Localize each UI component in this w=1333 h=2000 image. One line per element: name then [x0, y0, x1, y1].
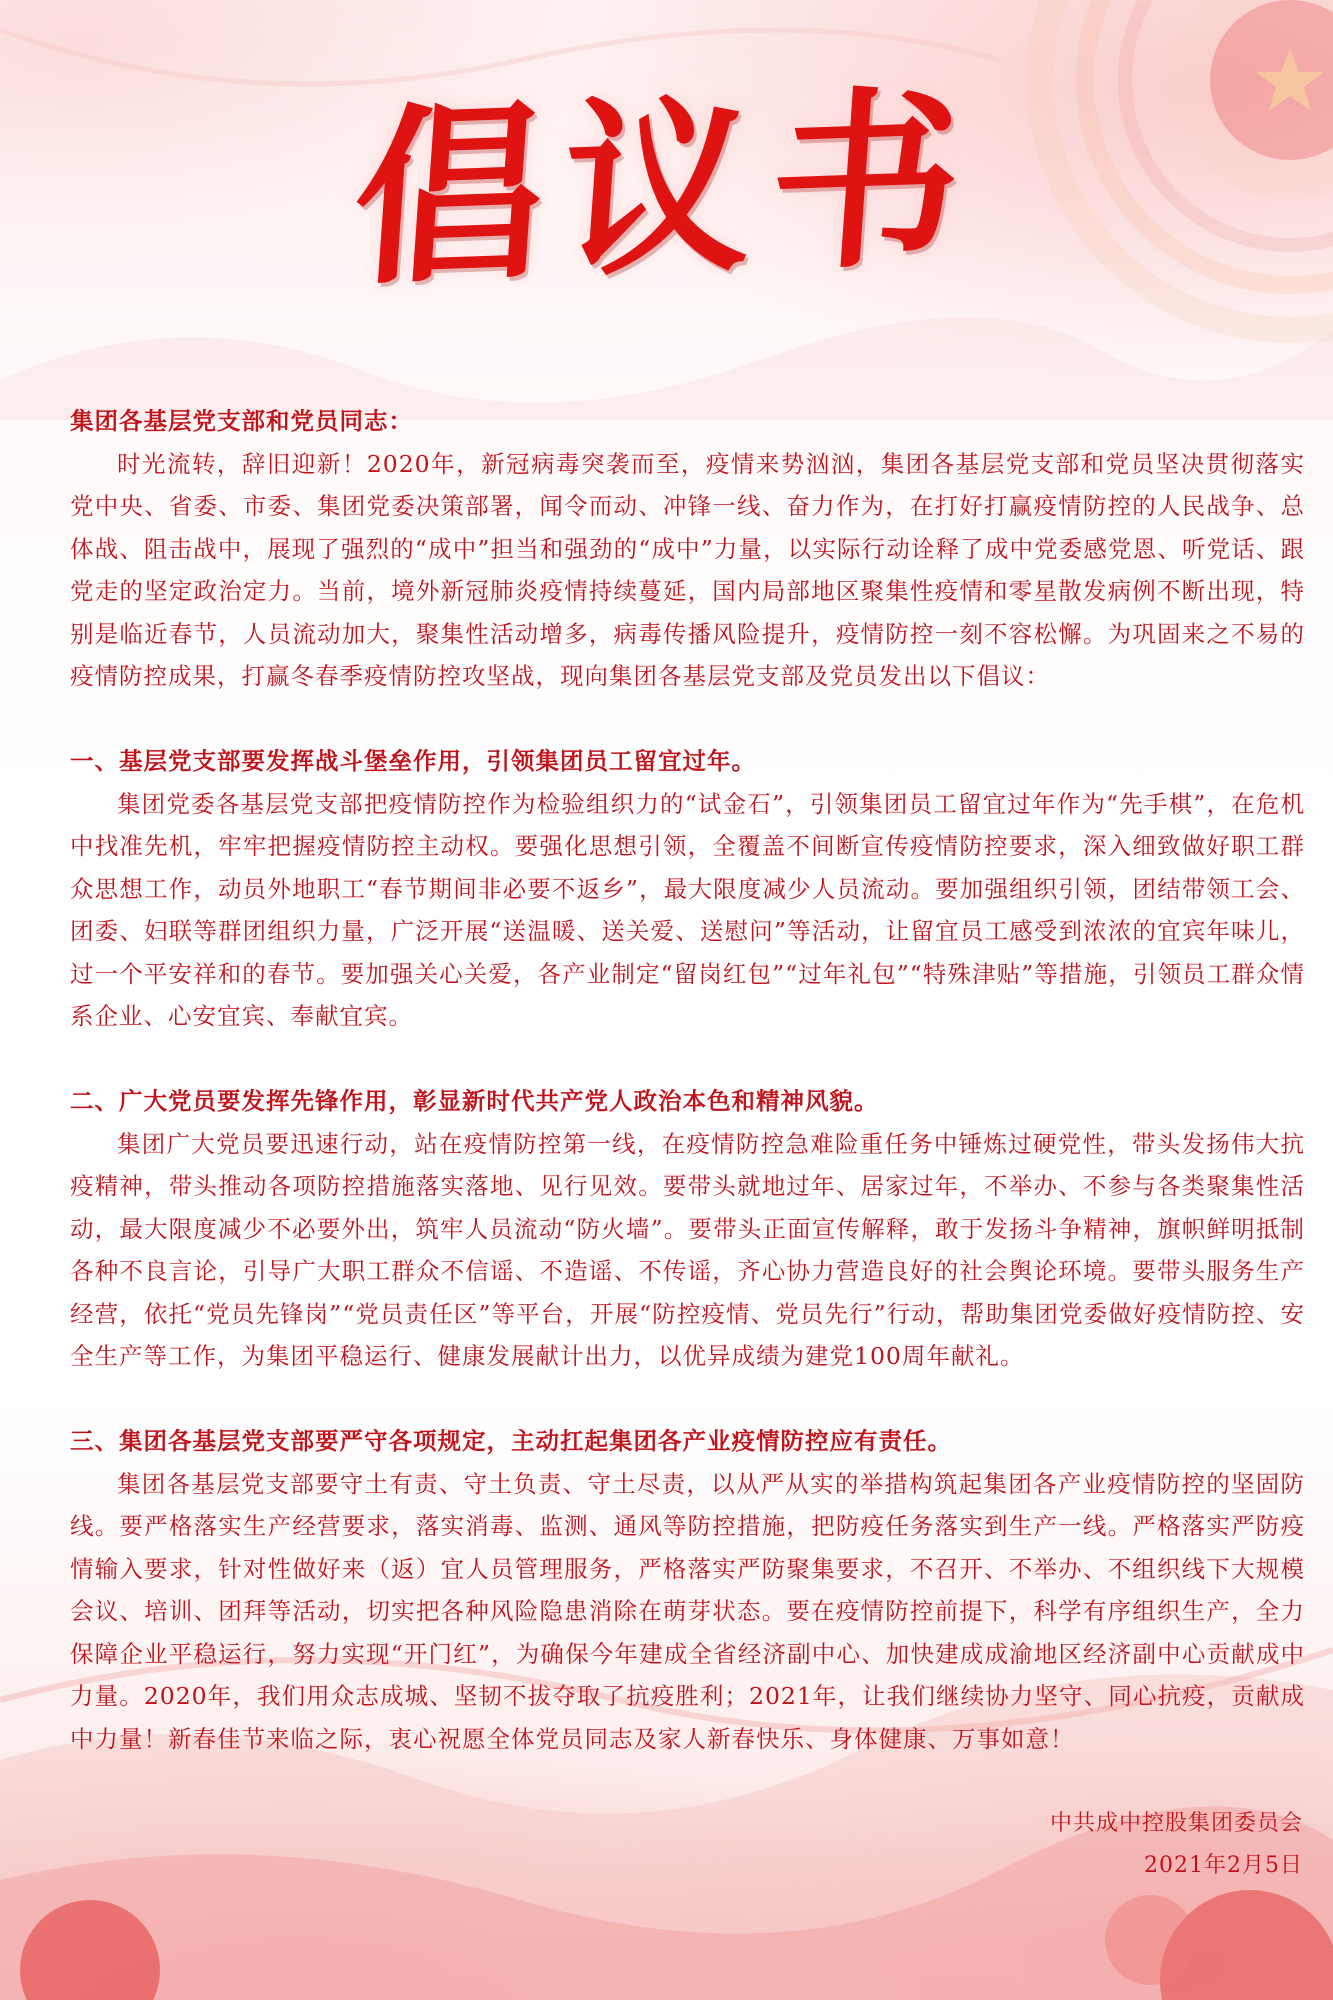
section-paragraph: 集团广大党员要迅速行动，站在疫情防控第一线，在疫情防控急难险重任务中锤炼过硬党性，带头发扬伟大抗疫精神，带头推动各项防控措施落实落地、见行见效。要带头就地过年、居家过年，不举办、不参与各类聚集性活动，最大限度减少不必要外出，筑牢人员流动“防火墙”。要带头正面宣传解释，敢于发扬斗争精神，旗帜鲜明抵制各种不良言论，引导广大职工群众不信谣、不造谣、不传谣，齐心协力营造良好的社会舆论环境。要带头服务生产经营，依托“党员先锋岗”“党员责任区”等平台，开展“防控疫情、党员先行”行动，帮助集团党委做好疫情防控、安全生产等工作，为集团平稳运行、健康发展献计出力，以优异成绩为建党100周年献礼。: [70, 1129, 1305, 1370]
signature-org: 中共成中控股集团委员会: [1049, 1811, 1303, 1836]
section-heading: 一、基层党支部要发挥战斗堡垒作用，引领集团员工留宜过年。: [70, 747, 756, 775]
intro-paragraph: 时光流转，辞旧迎新！2020年，新冠病毒突袭而至，疫情来势汹汹，集团各基层党支部和党员坚决贯彻落实党中央、省委、市委、集团党委决策部署，闻令而动、冲锋一线、奋力作为，在打好打赢疫情防控的人民战争、总体战、阻击战中，展现了强烈的“成中”担当和强劲的“成中”力量，以实际行动诠释了成中党委感党恩、听党话、跟党走的坚定政治定力。当前，境外新冠肺炎疫情持续蔓延，国内局部地区聚集性疫情和零星散发病例不断出现，特别是临近春节，人员流动加大，聚集性活动增多，病毒传播风险提升，疫情防控一刻不容松懈。为巩固来之不易的疫情防控成果，打赢冬春季疫情防控攻坚战，现向集团各基层党支部及党员发出以下倡议：: [70, 449, 1305, 690]
section-3: [70, 1420, 1305, 1760]
lantern-decoration: [1105, 1895, 1195, 1985]
page-title: 倡议书: [346, 67, 987, 312]
section-2: [70, 1080, 1305, 1378]
proposal-body: [70, 400, 1305, 1760]
section-paragraph: 集团党委各基层党支部把疫情防控作为检验组织力的“试金石”，引领集团员工留宜过年作为“先手棋”，在危机中找准先机，牢牢把握疫情防控主动权。要强化思想引领，全覆盖不间断宣传疫情防控要求，深入细致做好职工群众思想工作，动员外地职工“春节期间非必要不返乡”，最大限度减少人员流动。要加强组织引领，团结带领工会、团委、妇联等群团组织力量，广泛开展“送温暖、送关爱、送慰问”等活动，让留宜员工感受到浓浓的宜宾年味儿，过一个平安祥和的春节。要加强关心关爱，各产业制定“留岗红包”“过年礼包”“特殊津贴”等措施，引领员工群众情系企业、心安宜宾、奉献宜宾。: [70, 789, 1305, 1030]
signature-block: [1050, 1803, 1303, 1887]
section-heading: 三、集团各基层党支部要严守各项规定，主动扛起集团各产业疫情防控应有责任。: [70, 1427, 952, 1455]
section-paragraph: 集团各基层党支部要守土有责、守土负责、守土尽责，以从严从实的举措构筑起集团各产业疫情防控的坚固防线。要严格落实生产经营要求，落实消毒、监测、通风等防控措施，把防疫任务落实到生产一线。严格落实严防疫情输入要求，针对性做好来（返）宜人员管理服务，严格落实严防聚集要求，不召开、不举办、不组织线下大规模会议、培训、团拜等活动，切实把各种风险隐患消除在萌芽状态。要在疫情防控前提下，科学有序组织生产，全力保障企业平稳运行，努力实现“开门红”，为确保今年建成全省经济副中心、加快建成成渝地区经济副中心贡献成中力量。2020年，我们用众志成城、坚韧不拔夺取了抗疫胜利；2021年，让我们继续协力坚守、同心抗疫，贡献成中力量！新春佳节来临之际，衷心祝愿全体党员同志及家人新春快乐、身体健康、万事如意！: [70, 1469, 1305, 1753]
signature-date: 2021年2月5日: [1144, 1853, 1303, 1878]
salutation: 集团各基层党支部和党员同志：: [70, 407, 413, 435]
section-1: [70, 740, 1305, 1038]
section-heading: 二、广大党员要发挥先锋作用，彰显新时代共产党人政治本色和精神风貌。: [70, 1087, 879, 1115]
